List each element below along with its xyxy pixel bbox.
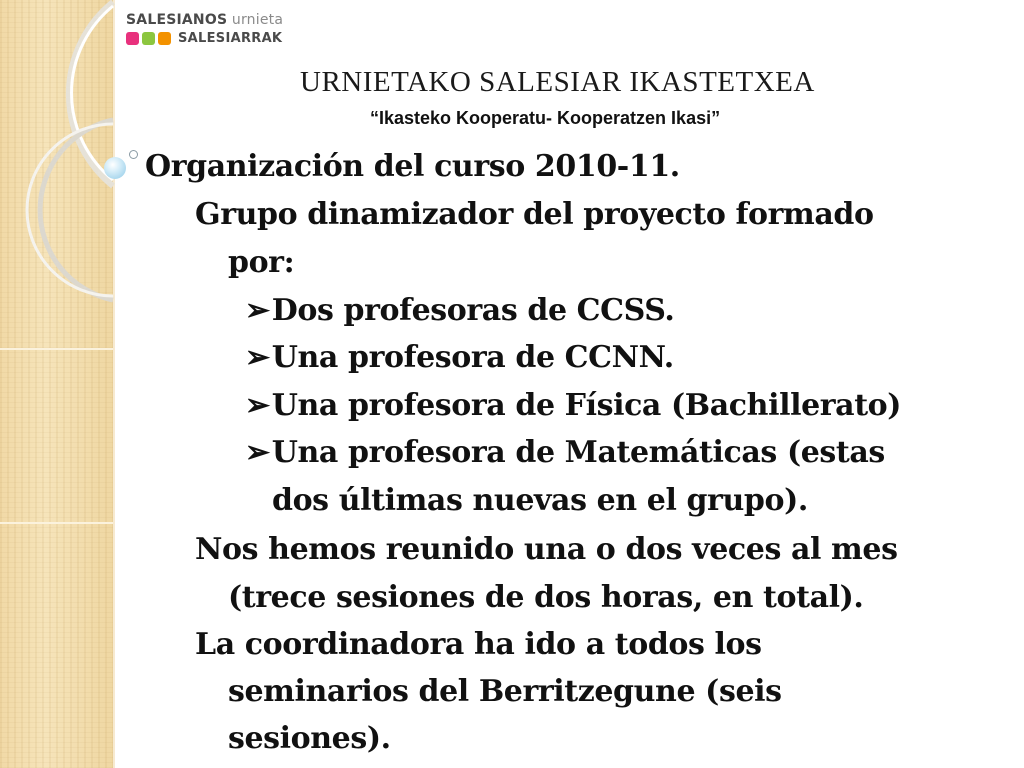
logo-square-pink bbox=[126, 32, 139, 45]
list-item-text: Una profesora de CCNN. bbox=[271, 340, 674, 375]
logo-square-orange bbox=[158, 32, 171, 45]
list-item-text: Una profesora de Matemáticas (estas bbox=[271, 435, 885, 470]
logo-basque-name: SALESIARRAK bbox=[178, 31, 283, 46]
arrow-bullet-icon: ➢ bbox=[245, 293, 270, 328]
arrow-bullet-icon: ➢ bbox=[245, 435, 270, 470]
slide-subtitle: “Ikasteko Kooperatu- Kooperatzen Ikasi” bbox=[370, 108, 721, 128]
meetings-line-1: Nos hemos reunido una o dos veces al mes bbox=[195, 532, 898, 567]
small-circle-icon bbox=[129, 150, 138, 159]
heading-line: Organización del curso 2010-11. bbox=[145, 149, 680, 184]
list-item-text: Dos profesoras de CCSS. bbox=[271, 293, 675, 328]
slide-title: URNIETAKO SALESIAR IKASTETXEA bbox=[300, 66, 815, 98]
list-item bbox=[245, 435, 885, 470]
bullet-dot-icon bbox=[104, 157, 126, 179]
meetings-line-2: (trece sesiones de dos horas, en total). bbox=[228, 580, 864, 615]
logo-square-green bbox=[142, 32, 155, 45]
strip-divider bbox=[0, 348, 113, 350]
coordinator-line-2: seminarios del Berritzegune (seis bbox=[228, 674, 782, 709]
list-item bbox=[245, 340, 674, 375]
logo-text-bottom bbox=[126, 31, 282, 46]
list-item bbox=[245, 388, 901, 423]
logo-location: urnieta bbox=[231, 12, 284, 28]
arrow-bullet-icon: ➢ bbox=[245, 340, 270, 375]
coordinator-line-3: sesiones). bbox=[228, 721, 391, 756]
school-logo bbox=[126, 12, 306, 52]
list-item-text: Una profesora de Física (Bachillerato) bbox=[271, 388, 902, 423]
group-line-1: Grupo dinamizador del proyecto formado bbox=[195, 197, 874, 232]
logo-text-top bbox=[126, 12, 283, 28]
logo-brand: SALESIANOS bbox=[126, 12, 228, 28]
arrow-bullet-icon: ➢ bbox=[245, 388, 270, 423]
group-line-2: por: bbox=[228, 245, 295, 280]
list-item-continuation: dos últimas nuevas en el grupo). bbox=[272, 483, 808, 518]
strip-divider bbox=[0, 522, 113, 524]
coordinator-line-1: La coordinadora ha ido a todos los bbox=[195, 627, 762, 662]
list-item bbox=[245, 293, 674, 328]
